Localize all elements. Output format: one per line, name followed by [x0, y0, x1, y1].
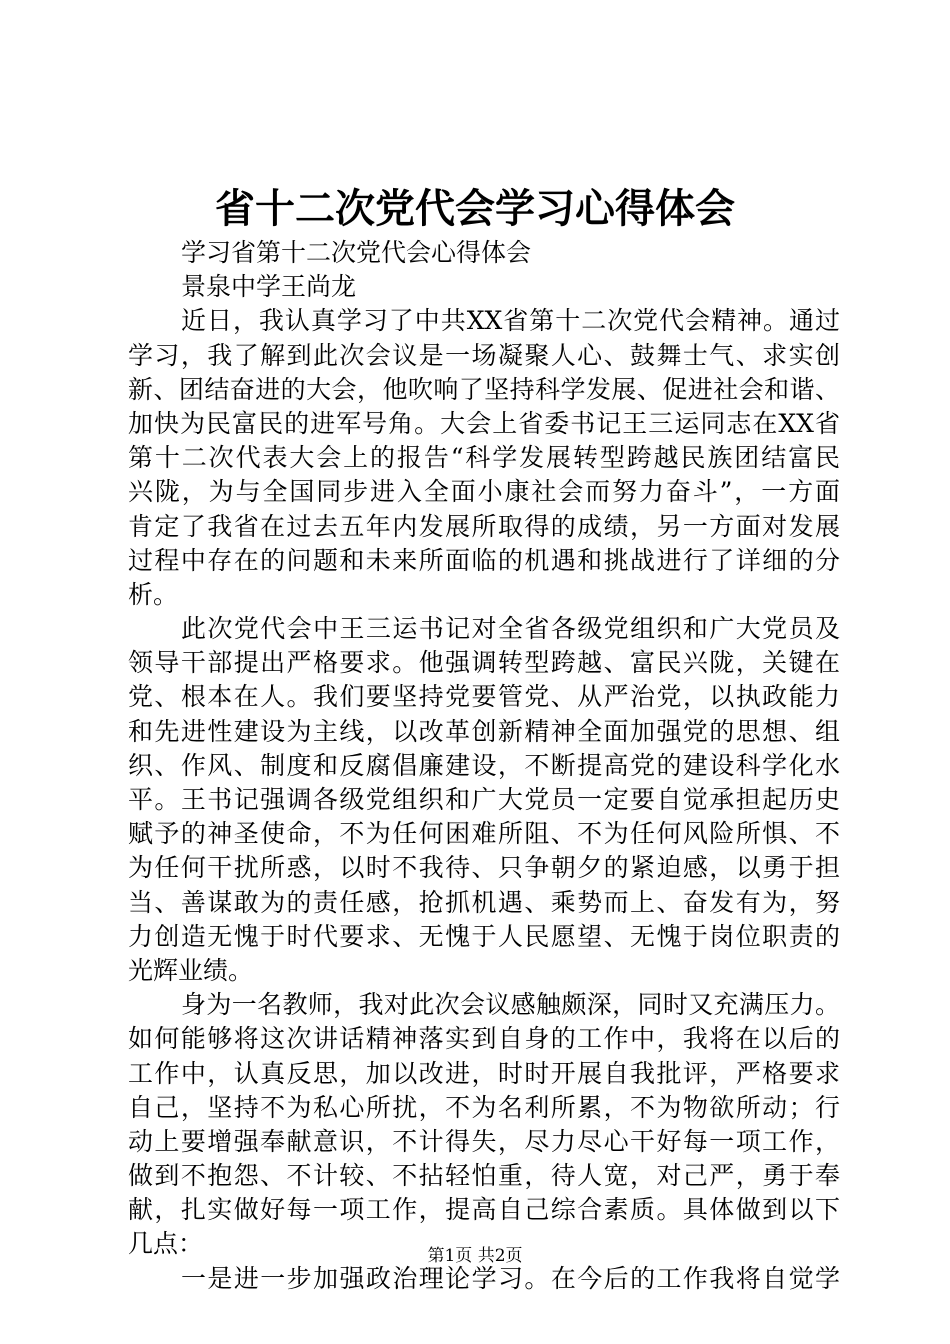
text-line: 新、团结奋进的大会，他吹响了坚持科学发展、促进社会和谐、	[128, 374, 840, 404]
text-line: 织、作风、制度和反腐倡廉建设，不断提高党的建设科学化水	[128, 750, 840, 780]
text-line: 景泉中学王尚龙	[181, 272, 357, 302]
text-line: 动上要增强奉献意识，不计得失，尽力尽心干好每一项工作，	[128, 1126, 840, 1156]
text-line: 如何能够将这次讲话精神落实到自身的工作中，我将在以后的	[128, 1024, 840, 1054]
text-line: 做到不抱怨、不计较、不拈轻怕重，待人宽，对己严，勇于奉	[128, 1161, 840, 1191]
document-title: 省十二次党代会学习心得体会	[215, 185, 735, 232]
text-line: 兴陇，为与全国同步进入全面小康社会而努力奋斗”，一方面	[128, 477, 840, 507]
document-body	[128, 236, 840, 1296]
text-line: 一是进一步加强政治理论学习。在今后的工作我将自觉学	[181, 1263, 840, 1293]
text-line: 赋予的神圣使命，不为任何困难所阻、不为任何风险所惧、不	[128, 819, 840, 849]
text-line: 领导干部提出严格要求。他强调转型跨越、富民兴陇，关键在	[128, 648, 840, 678]
text-line: 当、善谋敢为的责任感，抢抓机遇、乘势而上、奋发有为，努	[128, 887, 840, 917]
text-line: 学习，我了解到此次会议是一场凝聚人心、鼓舞士气、求实创	[128, 340, 840, 370]
text-line: 工作中，认真反思，加以改进，时时开展自我批评，严格要求	[128, 1058, 840, 1088]
text-line: 学习省第十二次党代会心得体会	[181, 238, 532, 267]
text-line: 光辉业绩。	[128, 955, 254, 985]
text-line: 几点：	[128, 1229, 204, 1259]
text-line: 此次党代会中王三运书记对全省各级党组织和广大党员及	[181, 614, 840, 644]
text-line: 平。王书记强调各级党组织和广大党员一定要自觉承担起历史	[128, 785, 840, 814]
text-line: 党、根本在人。我们要坚持党要管党、从严治党，以执政能力	[128, 682, 840, 712]
text-line: 身为一名教师，我对此次会议感触颇深，同时又充满压力。	[181, 990, 840, 1020]
text-line: 为任何干扰所惑，以时不我待、只争朝夕的紧迫感，以勇于担	[128, 853, 840, 883]
text-line: 过程中存在的问题和未来所面临的机遇和挑战进行了详细的分	[128, 545, 840, 575]
page-indicator: 第1页 共2页	[427, 1246, 523, 1266]
text-line: 献，扎实做好每一项工作，提高自己综合素质。具体做到以下	[128, 1195, 840, 1225]
text-line: 肯定了我省在过去五年内发展所取得的成绩，另一方面对发展	[128, 511, 840, 541]
text-line: 加快为民富民的进军号角。大会上省委书记王三运同志在XX省	[128, 408, 840, 438]
text-line: 第十二次代表大会上的报告“科学发展转型跨越民族团结富民	[128, 443, 840, 473]
text-line: 和先进性建设为主线，以改革创新精神全面加强党的思想、组	[128, 716, 840, 746]
text-line: 近日，我认真学习了中共XX省第十二次党代会精神。通过	[181, 306, 840, 336]
text-line: 析。	[128, 579, 179, 609]
text-line: 自己，坚持不为私心所扰，不为名利所累，不为物欲所动；行	[128, 1092, 840, 1122]
text-line: 力创造无愧于时代要求、无愧于人民愿望、无愧于岗位职责的	[128, 921, 840, 951]
